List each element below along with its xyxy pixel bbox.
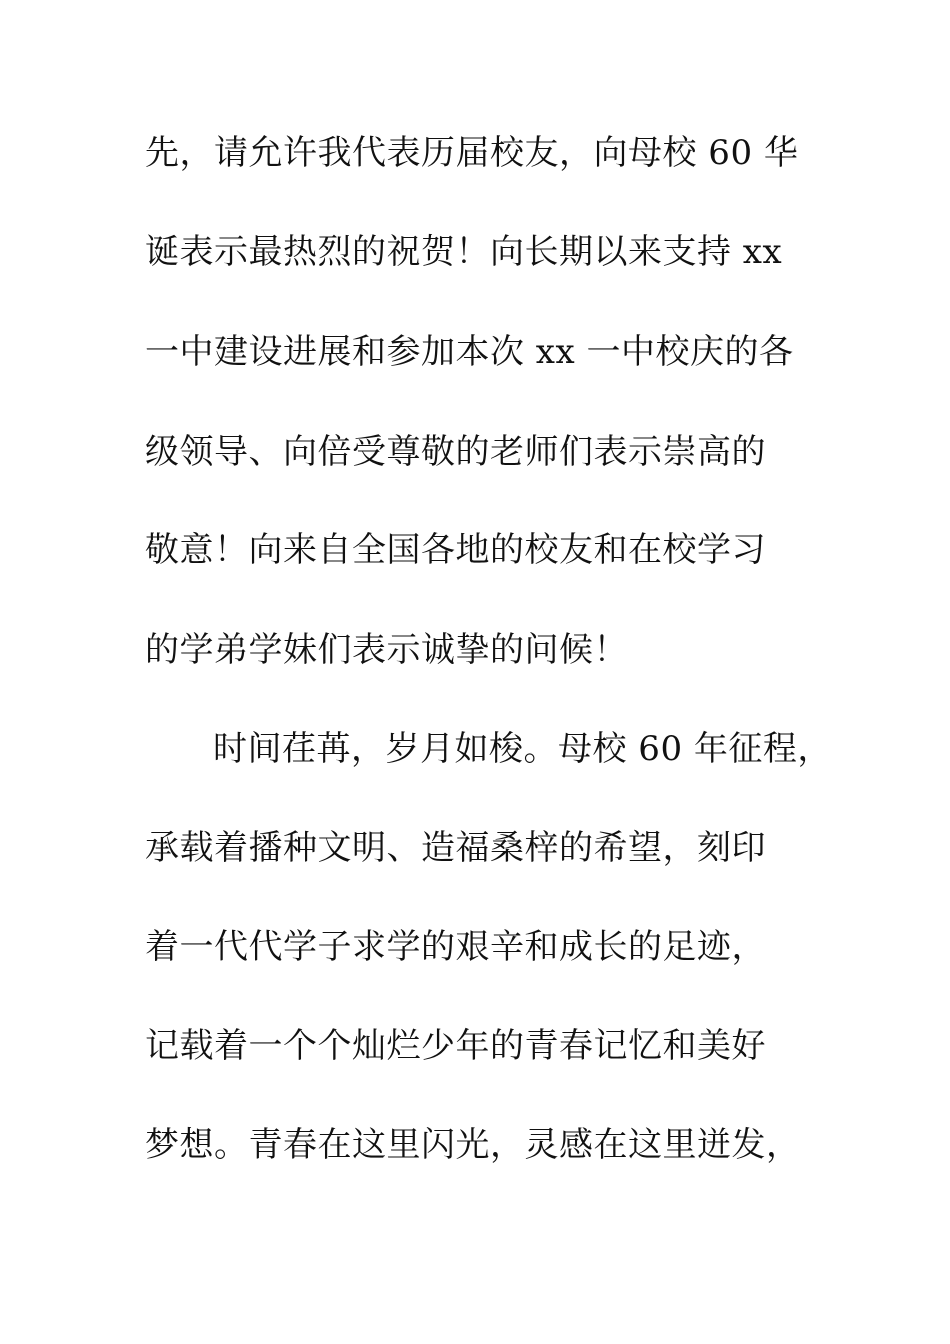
text-line: 承载着播种文明、造福桑梓的希望，刻印	[145, 828, 766, 868]
text-line: 先，请允许我代表历届校友，向母校 60 华	[145, 133, 799, 173]
text-line: 记载着一个个灿烂少年的青春记忆和美好	[145, 1026, 766, 1066]
text-line: 的学弟学妹们表示诚挚的问候！	[145, 630, 628, 670]
text-line: 级领导、向倍受尊敬的老师们表示崇高的	[145, 432, 766, 472]
text-line: 诞表示最热烈的祝贺！向长期以来支持 xx	[145, 232, 783, 272]
text-line: 梦想。青春在这里闪光，灵感在这里迸发，	[145, 1125, 801, 1165]
paragraph-first-line: 时间荏苒，岁月如梭。母校 60 年征程，	[213, 729, 832, 769]
text-line: 一中建设进展和参加本次 xx 一中校庆的各	[145, 332, 794, 372]
text-line: 着一代代学子求学的艰辛和成长的足迹，	[145, 927, 766, 967]
text-line: 敬意！向来自全国各地的校友和在校学习	[145, 530, 766, 570]
